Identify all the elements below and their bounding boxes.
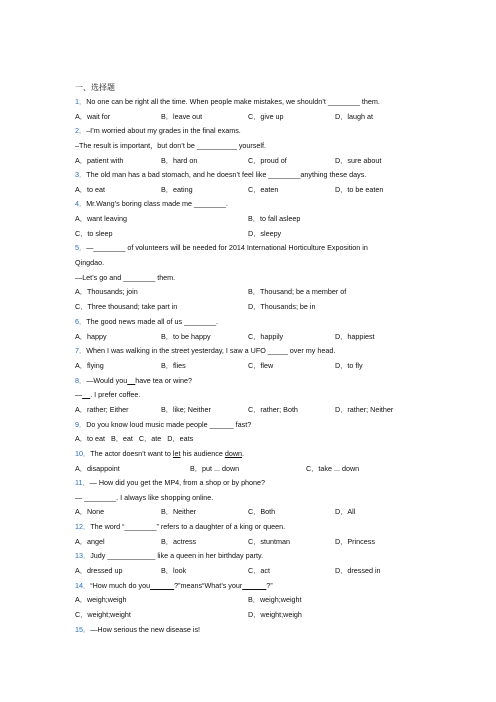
answer-blank <box>127 376 135 385</box>
option-a: A．wait for <box>75 112 111 121</box>
question-3 <box>75 171 366 178</box>
option-a: A．weigh;weigh <box>75 595 127 604</box>
question-stem-line2: –The result is important，but don’t be __________ yourself. <box>75 141 266 150</box>
option-a: A．to eat <box>75 185 105 194</box>
question-stem: —How serious the new disease is! <box>90 625 201 634</box>
question-12 <box>75 523 285 530</box>
option-a: A．happy <box>75 332 107 341</box>
question-number: 3． <box>75 170 87 179</box>
option-c: C．act <box>248 566 270 575</box>
question-number: 2． <box>75 126 87 135</box>
question-number: 6． <box>75 317 87 326</box>
question-14 <box>75 582 273 589</box>
option-b: B．actress <box>161 537 197 546</box>
option-b: B．leave out <box>161 112 203 121</box>
question-2 <box>75 127 241 134</box>
question-stem-line2 <box>75 391 140 398</box>
question-stem: Do you know loud music made people ______ fast? <box>86 420 252 429</box>
question-stem: Mr.Wang’s boring class made me ________. <box>86 199 229 208</box>
question-number: 13． <box>75 551 91 560</box>
option-c: C．Three thousand; take part in <box>75 302 178 311</box>
option-d: D．weight;weigh <box>248 610 302 619</box>
question-stem-end: have tea or wine? <box>135 376 192 385</box>
option-b: B．eating <box>161 185 193 194</box>
question-15 <box>75 626 200 633</box>
question-stem: — How did you get the MP4, from a shop or by phone? <box>89 478 266 487</box>
question-stem-line2: —Let’s go and ________ them. <box>75 273 176 282</box>
option-c: C．stuntman <box>248 537 290 546</box>
question-stem: The word “________” refers to a daughter of a king or queen. <box>90 522 286 531</box>
question-stem: —Would you <box>86 376 128 385</box>
option-d: D．laugh at <box>335 112 373 121</box>
question-number: 8． <box>75 376 87 385</box>
question-number: 14． <box>75 581 91 590</box>
option-d: D．All <box>335 507 356 516</box>
option-d: D．to fly <box>335 361 363 370</box>
answer-blank <box>82 390 90 399</box>
option-d: D．sleepy <box>248 229 282 238</box>
option-b: B．to be happy <box>161 332 211 341</box>
question-number: 12． <box>75 522 91 531</box>
options-inline: A．to eat B．eat C．ate D．eats <box>75 434 194 443</box>
option-c: C．give up <box>248 112 284 121</box>
question-stem-end: . I prefer coffee. <box>90 390 141 399</box>
option-a: A．angel <box>75 537 105 546</box>
question-stem-end: ?” <box>266 581 273 590</box>
question-10 <box>75 450 244 457</box>
option-d: D．happiest <box>335 332 375 341</box>
question-stem-mid: his audience <box>180 449 225 458</box>
underlined-word: let <box>172 449 181 458</box>
question-stem-line2: — ________. I always like shopping online. <box>75 493 214 502</box>
option-a: A．want leaving <box>75 214 127 223</box>
question-number: 5． <box>75 243 87 252</box>
question-number: 7． <box>75 346 87 355</box>
question-number: 10． <box>75 449 91 458</box>
question-13 <box>75 552 263 559</box>
question-stem: —________ of volunteers will be needed for 2014 International Horticulture Exposition in <box>86 243 368 252</box>
option-a: A．disappoint <box>75 464 120 473</box>
option-a: A．flying <box>75 361 104 370</box>
question-9 <box>75 421 251 428</box>
question-stem: Judy ____________ like a queen in her birthday party. <box>90 551 264 560</box>
question-stem: The old man has a bad stomach, and he doesn’t feel like ________anything these days. <box>86 170 367 179</box>
question-5 <box>75 244 368 251</box>
option-b: B．look <box>161 566 187 575</box>
option-b: B．put ... down <box>190 464 240 473</box>
question-4 <box>75 200 228 207</box>
question-stem-continued: Qingdao. <box>75 258 105 267</box>
question-stem: The actor doesn’t want to <box>90 449 173 458</box>
option-a: A．rather; Either <box>75 405 129 414</box>
answer-blank: ______ <box>150 581 175 590</box>
option-b: B．hard on <box>161 156 198 165</box>
option-b: B．weigh;weight <box>248 595 302 604</box>
option-c: C．eaten <box>248 185 279 194</box>
question-number: 11． <box>75 478 90 487</box>
option-c: C．rather; Both <box>248 405 298 414</box>
option-d: D．Thousands; be in <box>248 302 316 311</box>
option-c: C．proud of <box>248 156 287 165</box>
option-c: C．happily <box>248 332 284 341</box>
option-c: C．Both <box>248 507 276 516</box>
option-d: D．dressed in <box>335 566 381 575</box>
question-8 <box>75 377 192 384</box>
question-number: 15． <box>75 625 91 634</box>
question-number: 4． <box>75 199 87 208</box>
option-b: B．to fall asleep <box>248 214 301 223</box>
option-b: B．Neither <box>161 507 197 516</box>
option-b: B．like; Neither <box>161 405 211 414</box>
option-c: C．weight;weight <box>75 610 131 619</box>
option-a: A．None <box>75 507 105 516</box>
underlined-word: down <box>224 449 243 458</box>
option-c: C．to sleep <box>75 229 113 238</box>
option-d: D．rather; Neither <box>335 405 394 414</box>
question-stem: When I was walking in the street yesterday, I saw a UFO _____ over my head. <box>86 346 336 355</box>
section-title: 一、选择题 <box>75 83 115 92</box>
option-d: D．to be eaten <box>335 185 384 194</box>
option-c: C．take ... down <box>306 464 360 473</box>
question-stem: “How much do you <box>90 581 151 590</box>
option-c: C．flew <box>248 361 274 370</box>
option-d: D．Princess <box>335 537 375 546</box>
question-11 <box>75 479 265 486</box>
option-b: B．Thousand; be a member of <box>248 287 347 296</box>
answer-blank: ______ <box>242 581 267 590</box>
question-7 <box>75 347 335 354</box>
question-stem: No one can be right all the time. When people make mistakes, we shouldn’t ________ them. <box>86 97 380 106</box>
question-1 <box>75 98 380 105</box>
option-a: A．patient with <box>75 156 124 165</box>
option-a: A．dressed up <box>75 566 123 575</box>
option-b: B．flies <box>161 361 186 370</box>
question-6 <box>75 318 218 325</box>
option-a: A．Thousands; join <box>75 287 138 296</box>
question-stem-mid: ?”means“What’s your <box>174 581 243 590</box>
option-d: D．sure about <box>335 156 382 165</box>
question-stem-end: . <box>242 449 245 458</box>
question-number: 9． <box>75 420 87 429</box>
dialogue-dash: — <box>75 390 83 399</box>
question-stem: The good news made all of us ________. <box>86 317 219 326</box>
question-stem: –I’m worried about my grades in the final exams. <box>86 126 241 135</box>
question-number: 1． <box>75 97 87 106</box>
